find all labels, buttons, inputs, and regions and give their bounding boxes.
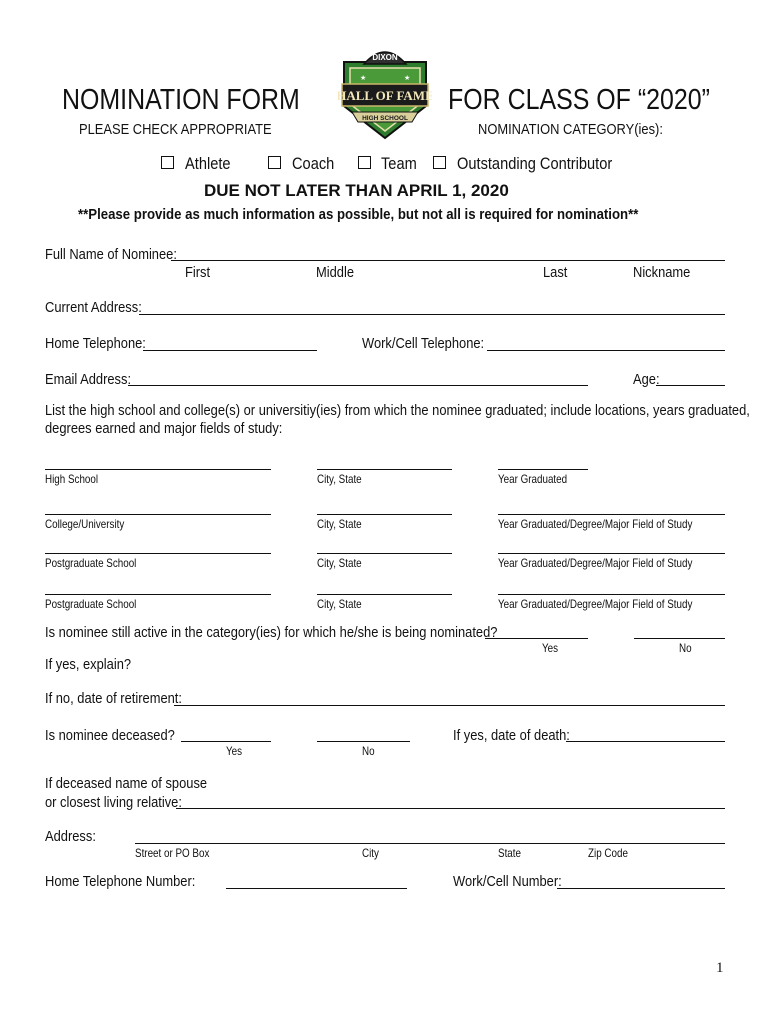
- svg-text:★: ★: [404, 75, 411, 82]
- email-label: Email Address:: [45, 371, 132, 388]
- still-active-yes-label: Yes: [542, 641, 559, 655]
- category-label-team: Team: [381, 154, 417, 173]
- category-label-coach: Coach: [292, 154, 335, 173]
- date-of-death-field[interactable]: [566, 741, 725, 742]
- checkbox-outstanding-contributor[interactable]: [433, 156, 446, 169]
- education-instruction-line1: List the high school and college(s) or universitiy(ies) from which the nominee graduated; include locations, years graduated,: [45, 402, 750, 419]
- education-school-label: Postgraduate School: [45, 597, 137, 611]
- deceased-yes-label: Yes: [226, 744, 243, 758]
- address-part-city: City: [362, 846, 379, 860]
- education-school-label: Postgraduate School: [45, 556, 137, 570]
- relative-name-field[interactable]: [176, 808, 725, 809]
- education-instruction-line2: degrees earned and major fields of study:: [45, 420, 283, 437]
- category-label-athlete: Athlete: [185, 154, 231, 173]
- svg-text:HIGH SCHOOL: HIGH SCHOOL: [362, 115, 408, 122]
- education-city-label: City, State: [317, 517, 362, 531]
- education-year-label: Year Graduated/Degree/Major Field of Study: [498, 597, 693, 611]
- name-part-last: Last: [543, 264, 568, 281]
- class-year-title: FOR CLASS OF “2020”: [448, 84, 710, 116]
- college-year-field[interactable]: [498, 514, 725, 515]
- category-label-outstanding-contributor: Outstanding Contributor: [457, 154, 613, 173]
- name-part-first: First: [185, 264, 211, 281]
- still-active-no-field[interactable]: [634, 638, 725, 639]
- college-city-field[interactable]: [317, 514, 452, 515]
- postgraduate-2-city-field[interactable]: [317, 594, 452, 595]
- checkbox-team[interactable]: [358, 156, 371, 169]
- hall-of-fame-logo: [338, 44, 432, 145]
- retirement-date-field[interactable]: [174, 705, 725, 706]
- nomination-category-label: NOMINATION CATEGORY(ies):: [478, 121, 663, 138]
- relative-work-telephone-field[interactable]: [557, 888, 725, 889]
- postgraduate-2-field[interactable]: [45, 594, 271, 595]
- svg-text:DIXON: DIXON: [372, 53, 398, 62]
- education-city-label: City, State: [317, 556, 362, 570]
- check-appropriate-label: PLEASE CHECK APPROPRIATE: [79, 121, 272, 138]
- postgraduate-year-field[interactable]: [498, 553, 725, 554]
- relative-address-label: Address:: [45, 828, 96, 845]
- education-school-label: High School: [45, 472, 99, 486]
- name-part-middle: Middle: [316, 264, 355, 281]
- address-part-state: State: [498, 846, 521, 860]
- instruction-notice: **Please provide as much information as possible, but not all is required for nomination**: [78, 206, 639, 223]
- postgraduate-2-year-field[interactable]: [498, 594, 725, 595]
- form-title: NOMINATION FORM: [62, 84, 300, 116]
- college-field[interactable]: [45, 514, 271, 515]
- relative-address-field[interactable]: [135, 843, 725, 844]
- svg-text:★: ★: [360, 75, 367, 82]
- relative-home-telephone-field[interactable]: [226, 888, 407, 889]
- still-active-no-label: No: [679, 641, 692, 655]
- work-telephone-label: Work/Cell Telephone:: [362, 335, 485, 352]
- postgraduate-city-field[interactable]: [317, 553, 452, 554]
- address-part-street: Street or PO Box: [135, 846, 210, 860]
- education-city-label: City, State: [317, 472, 362, 486]
- high-school-city-field[interactable]: [317, 469, 452, 470]
- education-year-label: Year Graduated/Degree/Major Field of Study: [498, 517, 693, 531]
- page-number: 1: [716, 960, 724, 976]
- high-school-field[interactable]: [45, 469, 271, 470]
- date-of-death-label: If yes, date of death:: [453, 727, 570, 744]
- deceased-no-label: No: [362, 744, 375, 758]
- checkbox-athlete[interactable]: [161, 156, 174, 169]
- full-name-label: Full Name of Nominee:: [45, 246, 177, 263]
- still-active-yes-field[interactable]: [485, 638, 588, 639]
- deceased-question: Is nominee deceased?: [45, 727, 175, 744]
- education-school-label: College/University: [45, 517, 125, 531]
- deceased-no-field[interactable]: [317, 741, 410, 742]
- education-year-label: Year Graduated: [498, 472, 568, 486]
- current-address-field[interactable]: [139, 314, 725, 315]
- svg-text:HALL OF FAME: HALL OF FAME: [338, 88, 432, 103]
- name-part-nickname: Nickname: [633, 264, 691, 281]
- relative-label-line2: or closest living relative:: [45, 794, 182, 811]
- education-year-label: Year Graduated/Degree/Major Field of Study: [498, 556, 693, 570]
- address-part-zip: Zip Code: [588, 846, 628, 860]
- age-field[interactable]: [656, 385, 725, 386]
- work-telephone-field[interactable]: [487, 350, 725, 351]
- deceased-yes-field[interactable]: [181, 741, 271, 742]
- retirement-date-label: If no, date of retirement:: [45, 690, 182, 707]
- current-address-label: Current Address:: [45, 299, 142, 316]
- if-yes-explain-label: If yes, explain?: [45, 656, 132, 673]
- relative-home-telephone-label: Home Telephone Number:: [45, 873, 196, 890]
- full-name-field[interactable]: [171, 260, 725, 261]
- deadline-notice: DUE NOT LATER THAN APRIL 1, 2020: [204, 181, 509, 200]
- relative-work-telephone-label: Work/Cell Number:: [453, 873, 562, 890]
- still-active-question: Is nominee still active in the category(ies) for which he/she is being nominated?: [45, 624, 498, 641]
- home-telephone-field[interactable]: [143, 350, 317, 351]
- high-school-year-field[interactable]: [498, 469, 588, 470]
- relative-label-line1: If deceased name of spouse: [45, 775, 208, 792]
- checkbox-coach[interactable]: [268, 156, 281, 169]
- postgraduate-field[interactable]: [45, 553, 271, 554]
- age-label: Age:: [633, 371, 660, 388]
- home-telephone-label: Home Telephone:: [45, 335, 146, 352]
- email-field[interactable]: [128, 385, 588, 386]
- education-city-label: City, State: [317, 597, 362, 611]
